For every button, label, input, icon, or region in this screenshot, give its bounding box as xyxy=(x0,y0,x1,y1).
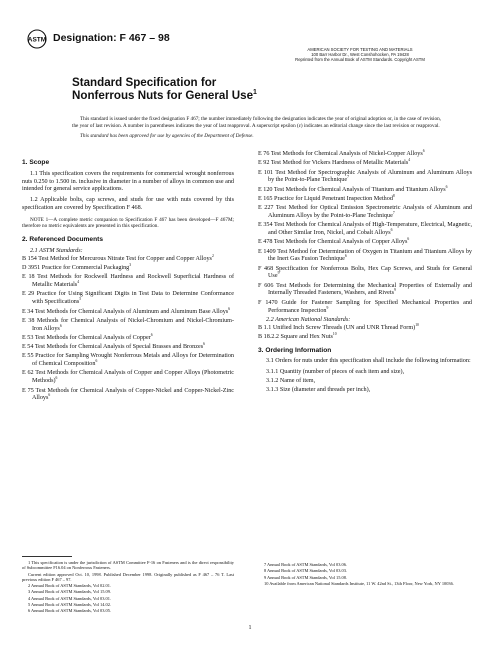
page-number: 1 xyxy=(248,625,252,631)
footnote: 5 Annual Book of ASTM Standards, Vol 14.02. xyxy=(28,602,112,608)
document-title xyxy=(72,76,257,102)
ordering-item: 3.1.3 Size (diameter and threads per inch), xyxy=(266,386,371,393)
astm-logo-icon xyxy=(26,29,48,49)
preface xyxy=(72,116,448,144)
reference-entry: B 154 Test Method for Mercurous Nitrate Test for Copper and Copper Alloys$^2$ xyxy=(22,253,214,262)
footnote-rule xyxy=(22,556,72,557)
publisher-info xyxy=(245,47,475,62)
reference-entry: E 165 Practice for Liquid Penetrant Inspection Method$^8$ xyxy=(258,193,395,202)
title-line-2: Nonferrous Nuts for General Use xyxy=(72,89,254,102)
reference-entry: E 53 Test Methods for Chemical Analysis of Copper$^6$ xyxy=(22,332,153,341)
footnote: 8 Annual Book of ASTM Standards, Vol 03.03. xyxy=(264,568,348,574)
publisher-line: Reprinted from the Annual Book of ASTM Standards. Copyright ASTM xyxy=(295,57,425,62)
ordering-paragraph: 3.1 Orders for nuts under this specification shall include the following information: xyxy=(266,358,471,365)
section-heading-scope: 1. Scope xyxy=(22,159,50,166)
left-column xyxy=(22,159,234,405)
dod-approval-note: This standard has been approved for use by agencies of the Department of Defense. xyxy=(80,133,254,140)
right-column xyxy=(258,151,472,395)
astm-standards-subheading: 2.1 ASTM Standards: xyxy=(30,248,83,255)
section-heading-ordering-information: 3. Ordering Information xyxy=(258,346,332,354)
reference-entry: E 62 Test Methods for Chemical Analysis of Copper and Copper Alloys (Photometric Methods)$^6$ xyxy=(22,370,234,385)
reference-entry: E 54 Test Methods for Chemical Analysis of Special Brasses and Bronzes$^6$ xyxy=(22,342,205,351)
reference-list xyxy=(258,151,472,315)
reference-entry: B 1.1 Unified Inch Screw Threads (UN and UNR Thread Form)$^{10}$ xyxy=(258,322,419,331)
reference-list xyxy=(22,253,234,403)
reference-entry: E 92 Test Method for Vickers Hardness of Metallic Materials$^4$ xyxy=(258,158,411,167)
reference-entry: E 101 Test Method for Spectrographic Analysis of Aluminum and Aluminum Alloys by the Point-to-Plane Technique$^7$ xyxy=(258,169,472,184)
footnote: 3 Annual Book of ASTM Standards, Vol 15.09. xyxy=(28,589,112,595)
publisher-line: AMERICAN SOCIETY FOR TESTING AND MATERIALS xyxy=(307,47,413,52)
footnote: 1 This specification is under the jurisdiction of ASTM Committee F-16 on Fasteners and is the direct responsibility of Subcommittee F16.04 on Nonferrous Fasteners. xyxy=(22,560,234,571)
scope-paragraph: 1.1 This specification covers the requirements for commercial wrought nonferrous nuts 0.250 to 1.500 in. inclusive in diameter in a number of alloys in common use and intended for general service applications. xyxy=(22,170,234,193)
reference-entry: F 1470 Guide for Fastener Sampling for Specified Mechanical Properties and Performance Inspection$^9$ xyxy=(258,299,472,314)
footnote: 4 Annual Book of ASTM Standards, Vol 03.01. xyxy=(28,595,112,601)
reference-entry: E 227 Test Method for Optical Emission Spectrometric Analysis of Aluminum and Aluminum Alloys by the Point-to-Plane Technique$^7$ xyxy=(258,205,472,220)
svg-text:ASTM: ASTM xyxy=(27,36,47,44)
footnote: 6 Annual Book of ASTM Standards, Vol 03.05. xyxy=(28,608,112,614)
designation: Designation: F 467 – 98 xyxy=(53,32,170,44)
title-line-1: Standard Specification for xyxy=(72,76,217,89)
reference-entry: E 18 Test Methods for Rockwell Hardness and Rockwell Superficial Hardness of Metallic Materials$^4$ xyxy=(22,274,234,289)
scope-paragraph: 1.2 Applicable bolts, cap screws, and studs for use with nuts covered by this specification are covered by Specification F 468. xyxy=(22,197,234,211)
reference-entry: E 120 Test Methods for Chemical Analysis of Titanium and Titanium Alloys$^6$ xyxy=(258,184,448,193)
footnote: 7 Annual Book of ASTM Standards, Vol 03.06. xyxy=(264,562,348,567)
reference-entry: E 1409 Test Method for Determination of Oxygen in Titanium and Titanium Alloys by the Inert Gas Fusion Technique$^6$ xyxy=(258,248,472,263)
ordering-item: 3.1.1 Quantity (number of pieces of each item and size), xyxy=(266,369,405,376)
reference-entry: F 606 Test Methods for Determining the Mechanical Properties of Externally and Internally Threaded Fasteners, Washers, and Rivets$^9$ xyxy=(258,282,472,297)
publisher-line: 100 Barr Harbor Dr., West Conshohocken, PA 19428 xyxy=(311,52,409,57)
reference-entry: E 76 Test Methods for Chemical Analysis of Nickel-Copper Alloys$^6$ xyxy=(258,149,425,158)
reference-entry: E 354 Test Methods for Chemical Analysis of High-Temperature, Electrical, Magnetic, and Other Similar Iron, Nickel, and Cobalt Alloys$^6$ xyxy=(258,222,472,237)
reference-list xyxy=(258,322,472,342)
footnote: Current edition approved Oct. 10, 1998. Published December 1998. Originally published as F 467 – 76 T. Last previous edition F 467 – 97. xyxy=(22,571,234,582)
reference-entry: F 468 Specification for Nonferrous Bolts, Hex Cap Screws, and Studs for General Use$^9$ xyxy=(258,265,472,280)
reference-entry: B 18.2.2 Square and Hex Nuts$^{10}$ xyxy=(258,331,337,340)
preface-paragraph: This standard is issued under the fixed designation F 467; the number immediately following the designation indicates the year of original adoption or, in the case of revision, the year of last revision. A number in parentheses indicates the year of last reapproval. A superscript epsilon (ε) indicates an editorial change since the last revision or reapproval. xyxy=(72,116,441,129)
reference-entry: E 478 Test Methods for Chemical Analysis of Copper Alloys$^6$ xyxy=(258,237,410,246)
section-heading-referenced-documents: 2. Referenced Documents xyxy=(22,236,103,244)
note-1: NOTE 1—A complete metric companion to Specification F 467 has been developed—F 467M; therefore no metric equivalents are presented in this specification. xyxy=(22,216,234,229)
footnote: 9 Annual Book of ASTM Standards, Vol 15.08. xyxy=(264,574,348,580)
reference-entry: E 34 Test Methods for Chemical Analysis of Aluminum and Aluminum Base Alloys$^6$ xyxy=(22,306,231,315)
reference-entry: E 38 Methods for Chemical Analysis of Nickel-Chromium and Nickel-Chromium-Iron Alloys$^6$ xyxy=(22,317,234,332)
footnote: 2 Annual Book of ASTM Standards, Vol 02.01. xyxy=(28,583,112,589)
footnote: 10 Available from American National Standards Institute, 11 W. 42nd St., 13th Floor, New York, NY 10036. xyxy=(264,580,454,586)
reference-entry: E 55 Practice for Sampling Wrought Nonferrous Metals and Alloys for Determination of Chemical Composition$^6$ xyxy=(22,353,234,368)
reference-entry: E 29 Practice for Using Significant Digits in Test Data to Determine Conformance with Specifications$^5$ xyxy=(22,291,234,306)
footnotes-right xyxy=(258,562,472,587)
title-footnote-mark: 1 xyxy=(253,89,257,97)
footnotes-left xyxy=(22,556,234,615)
reference-entry: D 3951 Practice for Commercial Packaging$^3$ xyxy=(22,263,132,272)
ansi-standards-subheading: 2.2 American National Standards: xyxy=(266,316,351,323)
reference-entry: E 75 Test Methods for Chemical Analysis of Copper-Nickel and Copper-Nickel-Zinc Alloys$^6$ xyxy=(22,387,234,402)
ordering-item: 3.1.2 Name of item, xyxy=(266,377,316,384)
